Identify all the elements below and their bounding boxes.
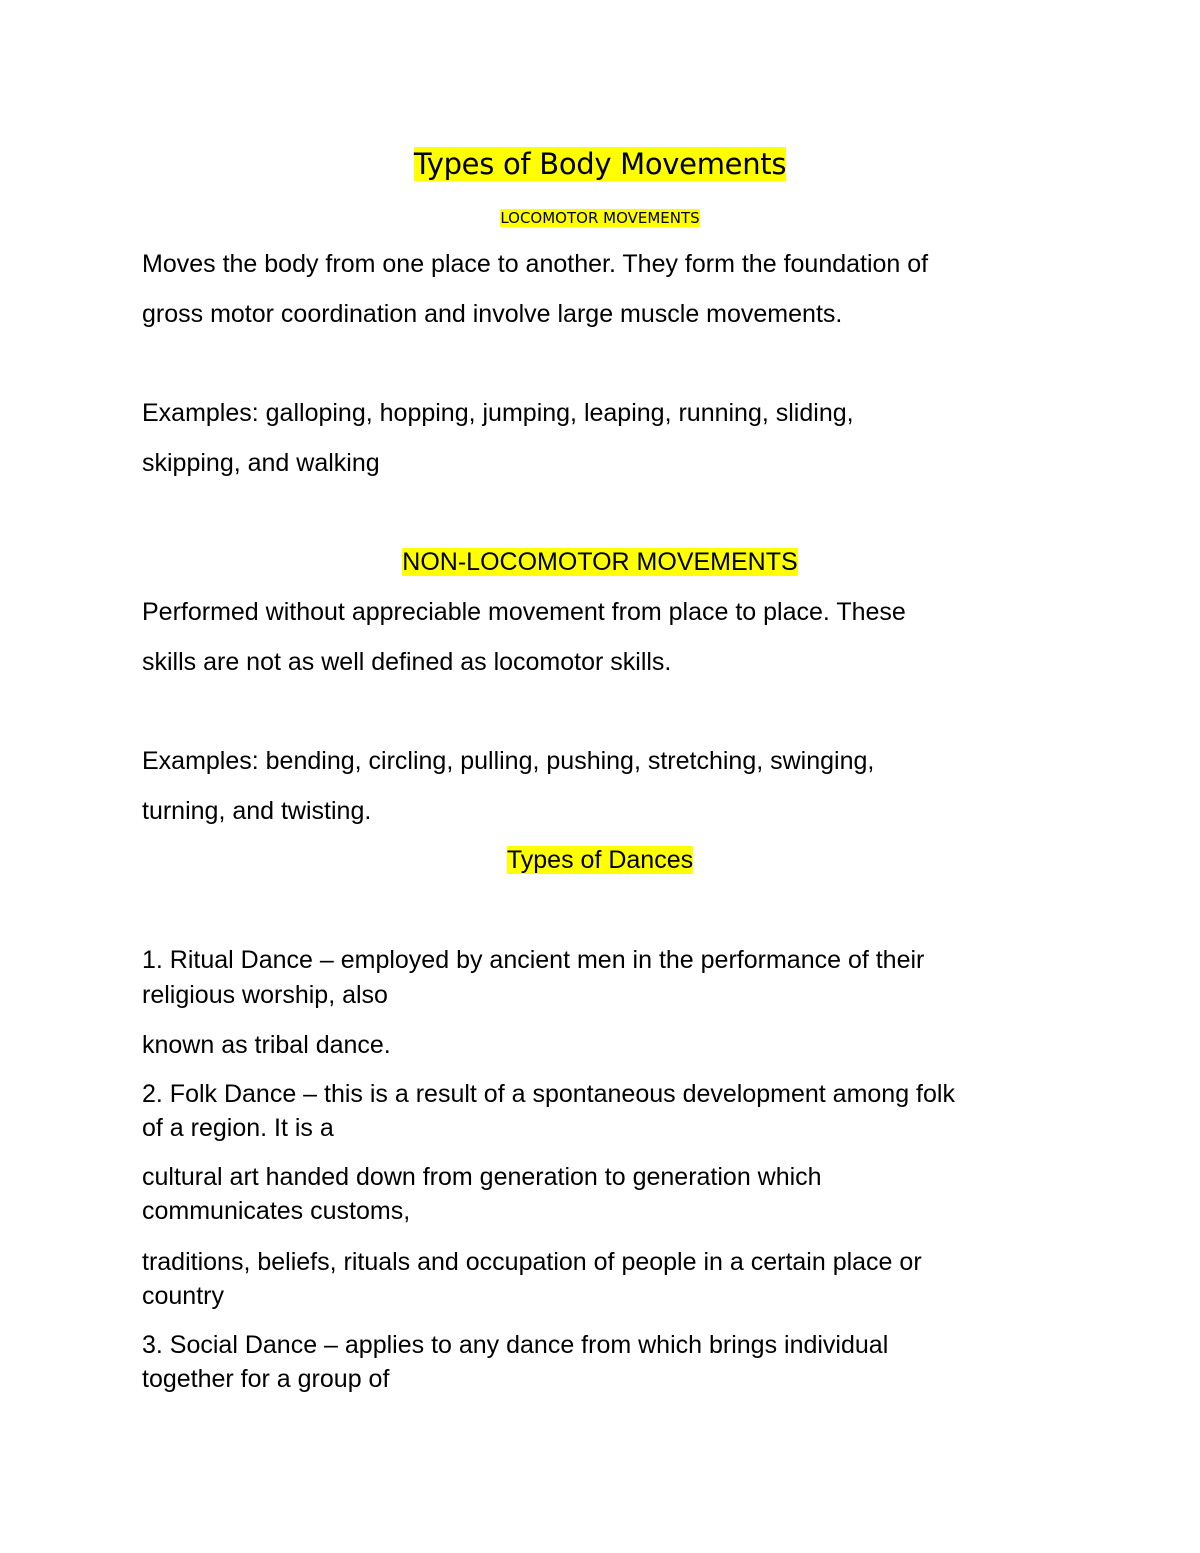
dance-item-2-line-1: 2. Folk Dance – this is a result of a spontaneous development among folk [142,1080,955,1108]
dance-item-2-line-2: of a region. It is a [142,1114,334,1142]
non-locomotor-desc-line-1: Performed without appreciable movement from place to place. These [142,598,906,626]
non-locomotor-heading: NON-LOCOMOTOR MOVEMENTS [402,548,798,576]
page-title-wrap [0,142,1200,186]
non-locomotor-examples-line-1: Examples: bending, circling, pulling, pushing, stretching, swinging, [142,747,875,775]
dance-item-1-line-2: religious worship, also [142,981,388,1009]
dances-heading-wrap [0,843,1200,877]
dances-heading: Types of Dances [506,846,694,874]
non-locomotor-examples-line-2: turning, and twisting. [142,797,372,825]
non-locomotor-desc-line-2: skills are not as well defined as locomotor skills. [142,648,672,676]
non-locomotor-heading-wrap [0,545,1200,579]
locomotor-heading-wrap [0,207,1200,229]
dance-item-2-line-4: communicates customs, [142,1197,411,1225]
locomotor-desc-line-2: gross motor coordination and involve large muscle movements. [142,300,843,328]
dance-item-2-line-5: traditions, beliefs, rituals and occupation of people in a certain place or [142,1248,922,1276]
locomotor-heading: LOCOMOTOR MOVEMENTS [500,209,700,227]
locomotor-examples-line-2: skipping, and walking [142,449,380,477]
dance-item-1-line-1: 1. Ritual Dance – employed by ancient men in the performance of their [142,946,925,974]
dance-item-2-line-6: country [142,1282,224,1310]
locomotor-examples-line-1: Examples: galloping, hopping, jumping, leaping, running, sliding, [142,399,854,427]
dance-item-3-line-2: together for a group of [142,1365,390,1393]
locomotor-desc-line-1: Moves the body from one place to another. They form the foundation of [142,250,929,278]
dance-item-1-line-3: known as tribal dance. [142,1031,391,1059]
page-title: Types of Body Movements [413,147,787,181]
dance-item-2-line-3: cultural art handed down from generation to generation which [142,1163,822,1191]
dance-item-3-line-1: 3. Social Dance – applies to any dance from which brings individual [142,1331,889,1359]
